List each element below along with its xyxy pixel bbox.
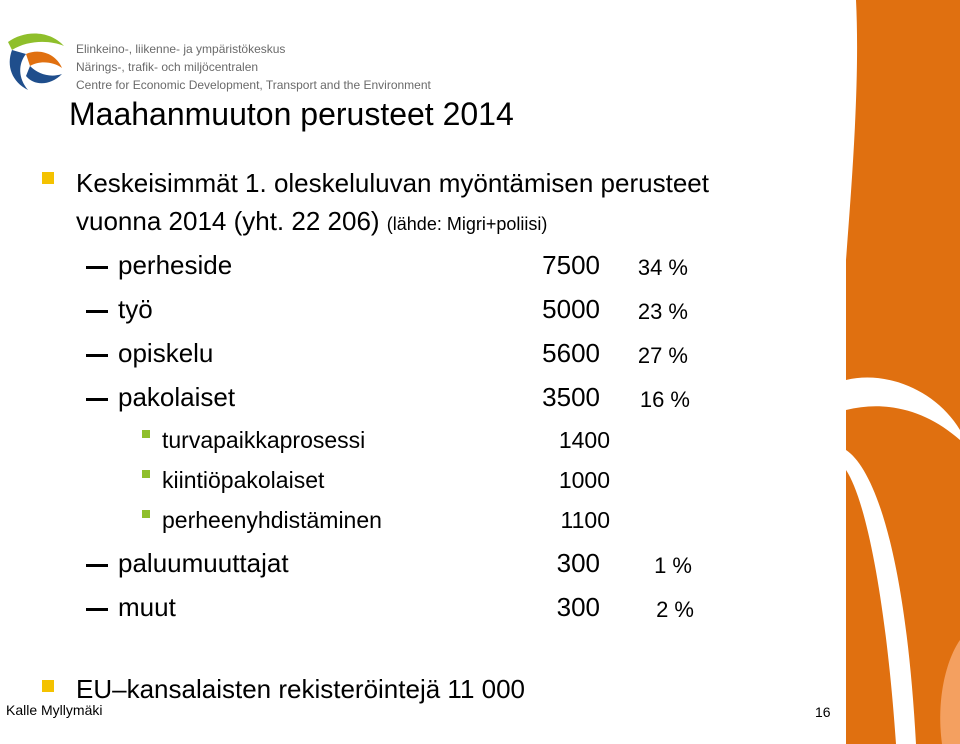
subrow-value: 1400	[558, 427, 610, 453]
subrow-value: 1000	[558, 467, 610, 493]
row-value: 300	[556, 592, 600, 622]
bullet-marker	[42, 172, 54, 184]
bullet1-line2	[76, 206, 547, 237]
row-label: pakolaiset	[118, 382, 236, 412]
row-label: työ	[118, 294, 153, 324]
bullet1-line1: Keskeisimmät 1. oleskeluluvan myöntämisen perusteet	[76, 168, 709, 198]
subrow-value: 1100	[560, 507, 610, 533]
row-percent: 1 %	[654, 553, 692, 578]
row-value: 3500	[542, 382, 600, 412]
row-value: 7500	[542, 250, 600, 280]
dash-marker	[86, 608, 108, 611]
organization-name	[76, 40, 431, 94]
row-value: 300	[556, 548, 600, 578]
decorative-leaf-shape-icon	[846, 0, 960, 744]
subrow-label: kiintiöpakolaiset	[162, 467, 325, 493]
bullet1-source: (lähde: Migri+poliisi)	[386, 214, 548, 234]
org-line-en: Centre for Economic Development, Transport and the Environment	[76, 78, 431, 92]
dash-marker	[86, 266, 108, 269]
row-label: perheside	[118, 250, 233, 280]
row-value: 5000	[542, 294, 600, 324]
row-label: muut	[118, 592, 176, 622]
footer-author: Kalle Myllymäki	[6, 702, 103, 718]
page-number: 16	[815, 704, 831, 720]
dash-marker	[86, 564, 108, 567]
org-line-sv: Närings-, trafik- och miljöcentralen	[76, 60, 259, 74]
sub-bullet-marker	[142, 430, 150, 438]
row-percent: 2 %	[656, 597, 694, 622]
sub-bullet-marker	[142, 470, 150, 478]
row-label: paluumuuttajat	[118, 548, 289, 578]
bullet2-text: EU–kansalaisten rekisteröintejä 11 000	[76, 674, 526, 704]
bullet-marker	[42, 680, 54, 692]
sub-bullet-marker	[142, 510, 150, 518]
row-percent: 27 %	[637, 343, 688, 368]
org-line-fi: Elinkeino-, liikenne- ja ympäristökeskus	[76, 42, 286, 56]
slide-title: Maahanmuuton perusteet 2014	[69, 96, 514, 132]
row-label: opiskelu	[118, 338, 214, 368]
subrow-label: perheenyhdistäminen	[162, 507, 382, 533]
dash-marker	[86, 398, 108, 401]
row-value: 5600	[542, 338, 600, 368]
row-percent: 16 %	[639, 387, 690, 412]
dash-marker	[86, 354, 108, 357]
row-percent: 23 %	[637, 299, 688, 324]
subrow-label: turvapaikkaprosessi	[162, 427, 366, 453]
bullet1-total: vuonna 2014 (yht. 22 206)	[76, 206, 380, 236]
dash-marker	[86, 310, 108, 313]
ely-logo-icon	[4, 28, 68, 92]
row-percent: 34 %	[637, 255, 688, 280]
